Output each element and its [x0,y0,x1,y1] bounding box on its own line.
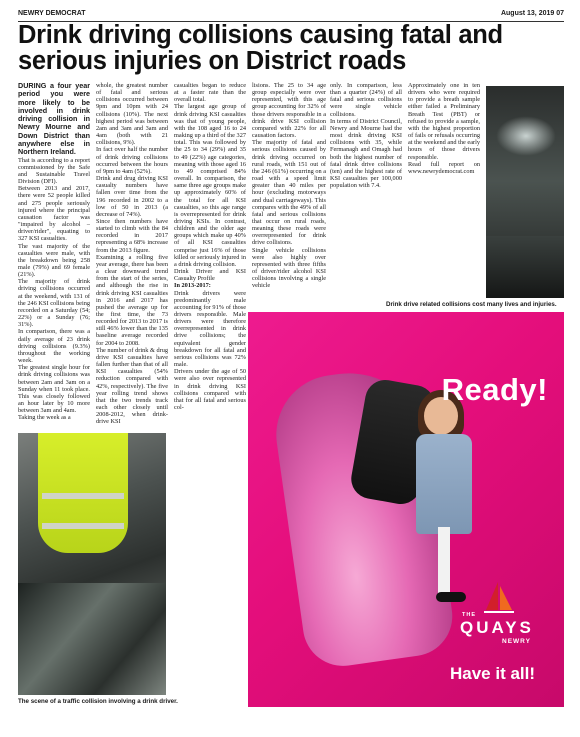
date-page: August 13, 2019 07 [500,10,564,17]
paragraph: The majority of drink driving collisions occurred at the weekend, with 131 of the 246 KSI collisions being recorded on a Saturday (54; 22%) or a Sunday (76; 31%). [18,278,90,329]
collision-scene-photo [18,433,166,695]
wrecked-car [18,583,166,695]
article-column-1 [18,82,90,432]
paragraph: Examining a rolling five year average, there has been a clear downward trend from the start of the series, and although the rise in drink driving KSI casualties in 2016 and 2017 has pushed the average up for the first time, the 73 recorded for 2013 to 2017 is still 46% lower than the 135 baseline average recorded for 2004 to 2008. [96,253,168,347]
paragraph: The vast majority of the casualties were male, with the breakdown being 258 male (79%) and 69 female (21%). [18,242,90,279]
logo-the: THE [462,612,476,618]
paragraph: In terms of District Council, Newry and Mourne had the most drink driving KSI collisions with 35, while Fermanagh and Omagh had both the highest number of fatal drink drive collisions (ten) and the highest rate of KSI casualties per 100,000 population with 7.4. [330,117,402,190]
paragraph: Read full report on www.newrydemocrat.com [408,160,480,175]
subheading: In 2013-2017: [174,282,211,290]
paragraph: Between 2013 and 2017, there were 52 people killed and 275 people seriously injured where the principal causation factor was "impaired by alcohol – driver/rider", equating to 327 KSI casualties. [18,185,90,243]
paragraph: only. In comparison, less than a quarter (24%) of all fatal and serious collisions were single vehicle collisions. [330,82,402,118]
paragraph: Taking the week as a [18,414,71,422]
advert-headline: Ready! [441,372,548,407]
sail-logo-icon [484,580,514,616]
logo-town: NEWRY [502,638,531,645]
photo-road [486,236,564,298]
paragraph: The greatest single hour for drink driving collisions was between 2am and 3am on a Sunday when 11 took place. This was closely followed an hour later by 10 more between 3am and 4am. [18,364,90,415]
quays-advert[interactable] [248,312,564,707]
paragraph: In comparison, there was a daily average of 23 drink driving collisions (9.3%) throughout the working week. [18,328,90,365]
paragraph: Approximately one in ten drivers who were required to provide a breath sample either failed a Preliminary Breath Test (PBT) or refused to provide a sample, with the highest proportion of fails or refusals occurring at the weekend and the early hours of those drivers responsible. [408,82,480,161]
paragraph: lisions. The 25 to 34 age group especially were over represented, with this age group accounting for 32% of those drivers responsible in a drink drive KSI collision compared with 22% for all causation factors. [252,82,326,140]
paragraph: Single vehicle collisions were also highly over represented with three fifths of driver/rider alcohol KSI collisions involving a single vehicle [252,246,326,290]
paper-name: NEWRY DEMOCRAT [18,10,86,17]
reflective-stripe [42,493,124,499]
girl-legs [438,527,450,597]
logo-name: QUAYS [460,618,534,637]
night-collision-photo [486,86,564,298]
paragraph: casualties began to reduce at a faster rate than the overall total. [174,82,246,104]
paragraph: The majority of fatal and serious collisions caused by drink driving occurred on rural roads, with 151 out of the 246 (61%) occurring on a road with a speed limit greater than 40 miles per hour (excluding motorways and dual carriageways). This compares with the 49% of all fatal and serious collisions that occur on rural roads, meaning these roads were overrepresented for drink drive collisions. [252,139,326,247]
paragraph: In fact over half the number of drink driving collisions occurred between the hours of 9pm to 4am (52%). [96,146,168,175]
paragraph: The number of drink & drug drive KSI casualties have fallen further than that of all KSI casualties (54% reduction compared with 42%, respectively). The five year rolling trend shows that the two trends track each other closely until 2008-2012, when drink-drive KSI [96,346,168,426]
paragraph: Drivers under the age of 50 were also over represented in drink driving KSI collisions compared with that for all fatal and serious col- [174,368,246,412]
photo-light [496,116,556,156]
paragraph: That is according to a report commissioned by the Safe and Sustainable Travel Division (DFI). [18,156,90,186]
girl-shoe [436,592,466,602]
lead-paragraph: DURING a four year period you were more likely to be involved in drink driving collision in Newry Mourne and Down District than anywhere else in Northern Ireland. [18,82,90,157]
paragraph: Since then numbers have started to climb with the 84 recorded in 2017 representing a 68% increase from the 2013 figure. [96,217,168,254]
photo-caption-top: Drink drive related collisions cost many lives and injuries. [386,301,557,308]
paragraph: Drink and drug driving KSI casualty numbers have fallen over time from the 196 recorded in 2002 to a low of 50 in 2013 (a decrease of 74%). [96,175,168,218]
paragraph: Drink drivers were predominantly male accounting for 91% of those drivers responsible. Male drivers were therefore overrepresented in drink drive collisions; the equivalent gender breakdown for all fatal and serious collisions was 72% male. [174,289,246,369]
reflective-stripe [42,523,124,529]
article-headline: Drink driving collisions causing fatal and serious injuries on District roads [18,21,503,75]
article-column-3 [174,82,246,630]
advert-tagline: Have it all! [450,664,536,683]
girl-dress [416,434,472,534]
paragraph: Drink Driver and KSI Casualty Profile [174,268,246,283]
paragraph: whole, the greatest number of fatal and serious collisions occurred between 9pm and 10pm with 24 collisions (10%). The next highest period was between 2am and 3am and 3am and 4am (both with 21 collisions, 9%). [96,82,168,147]
photo-caption-car: The scene of a traffic collision involving a drink driver. [18,698,178,705]
paragraph: The largest age group of drink driving KSI casualties was that of young people, with the 108 aged 16 to 24 making up a third of the 327 total. This was followed by the 25 to 34 (29%) and 35 to 49 (22%) age categories, meaning with those aged 16 to 49 comprised 84% overall. In comparison, the same three age groups make up approximately 60% of the total for all KSI casualties, so this age range is overrepresented for drink driving KSIs. In contrast, children and the older age groups which make up 40% of all KSI casualties comprise just 16% of those killed or seriously injured in a drink driving collision. [174,103,246,268]
